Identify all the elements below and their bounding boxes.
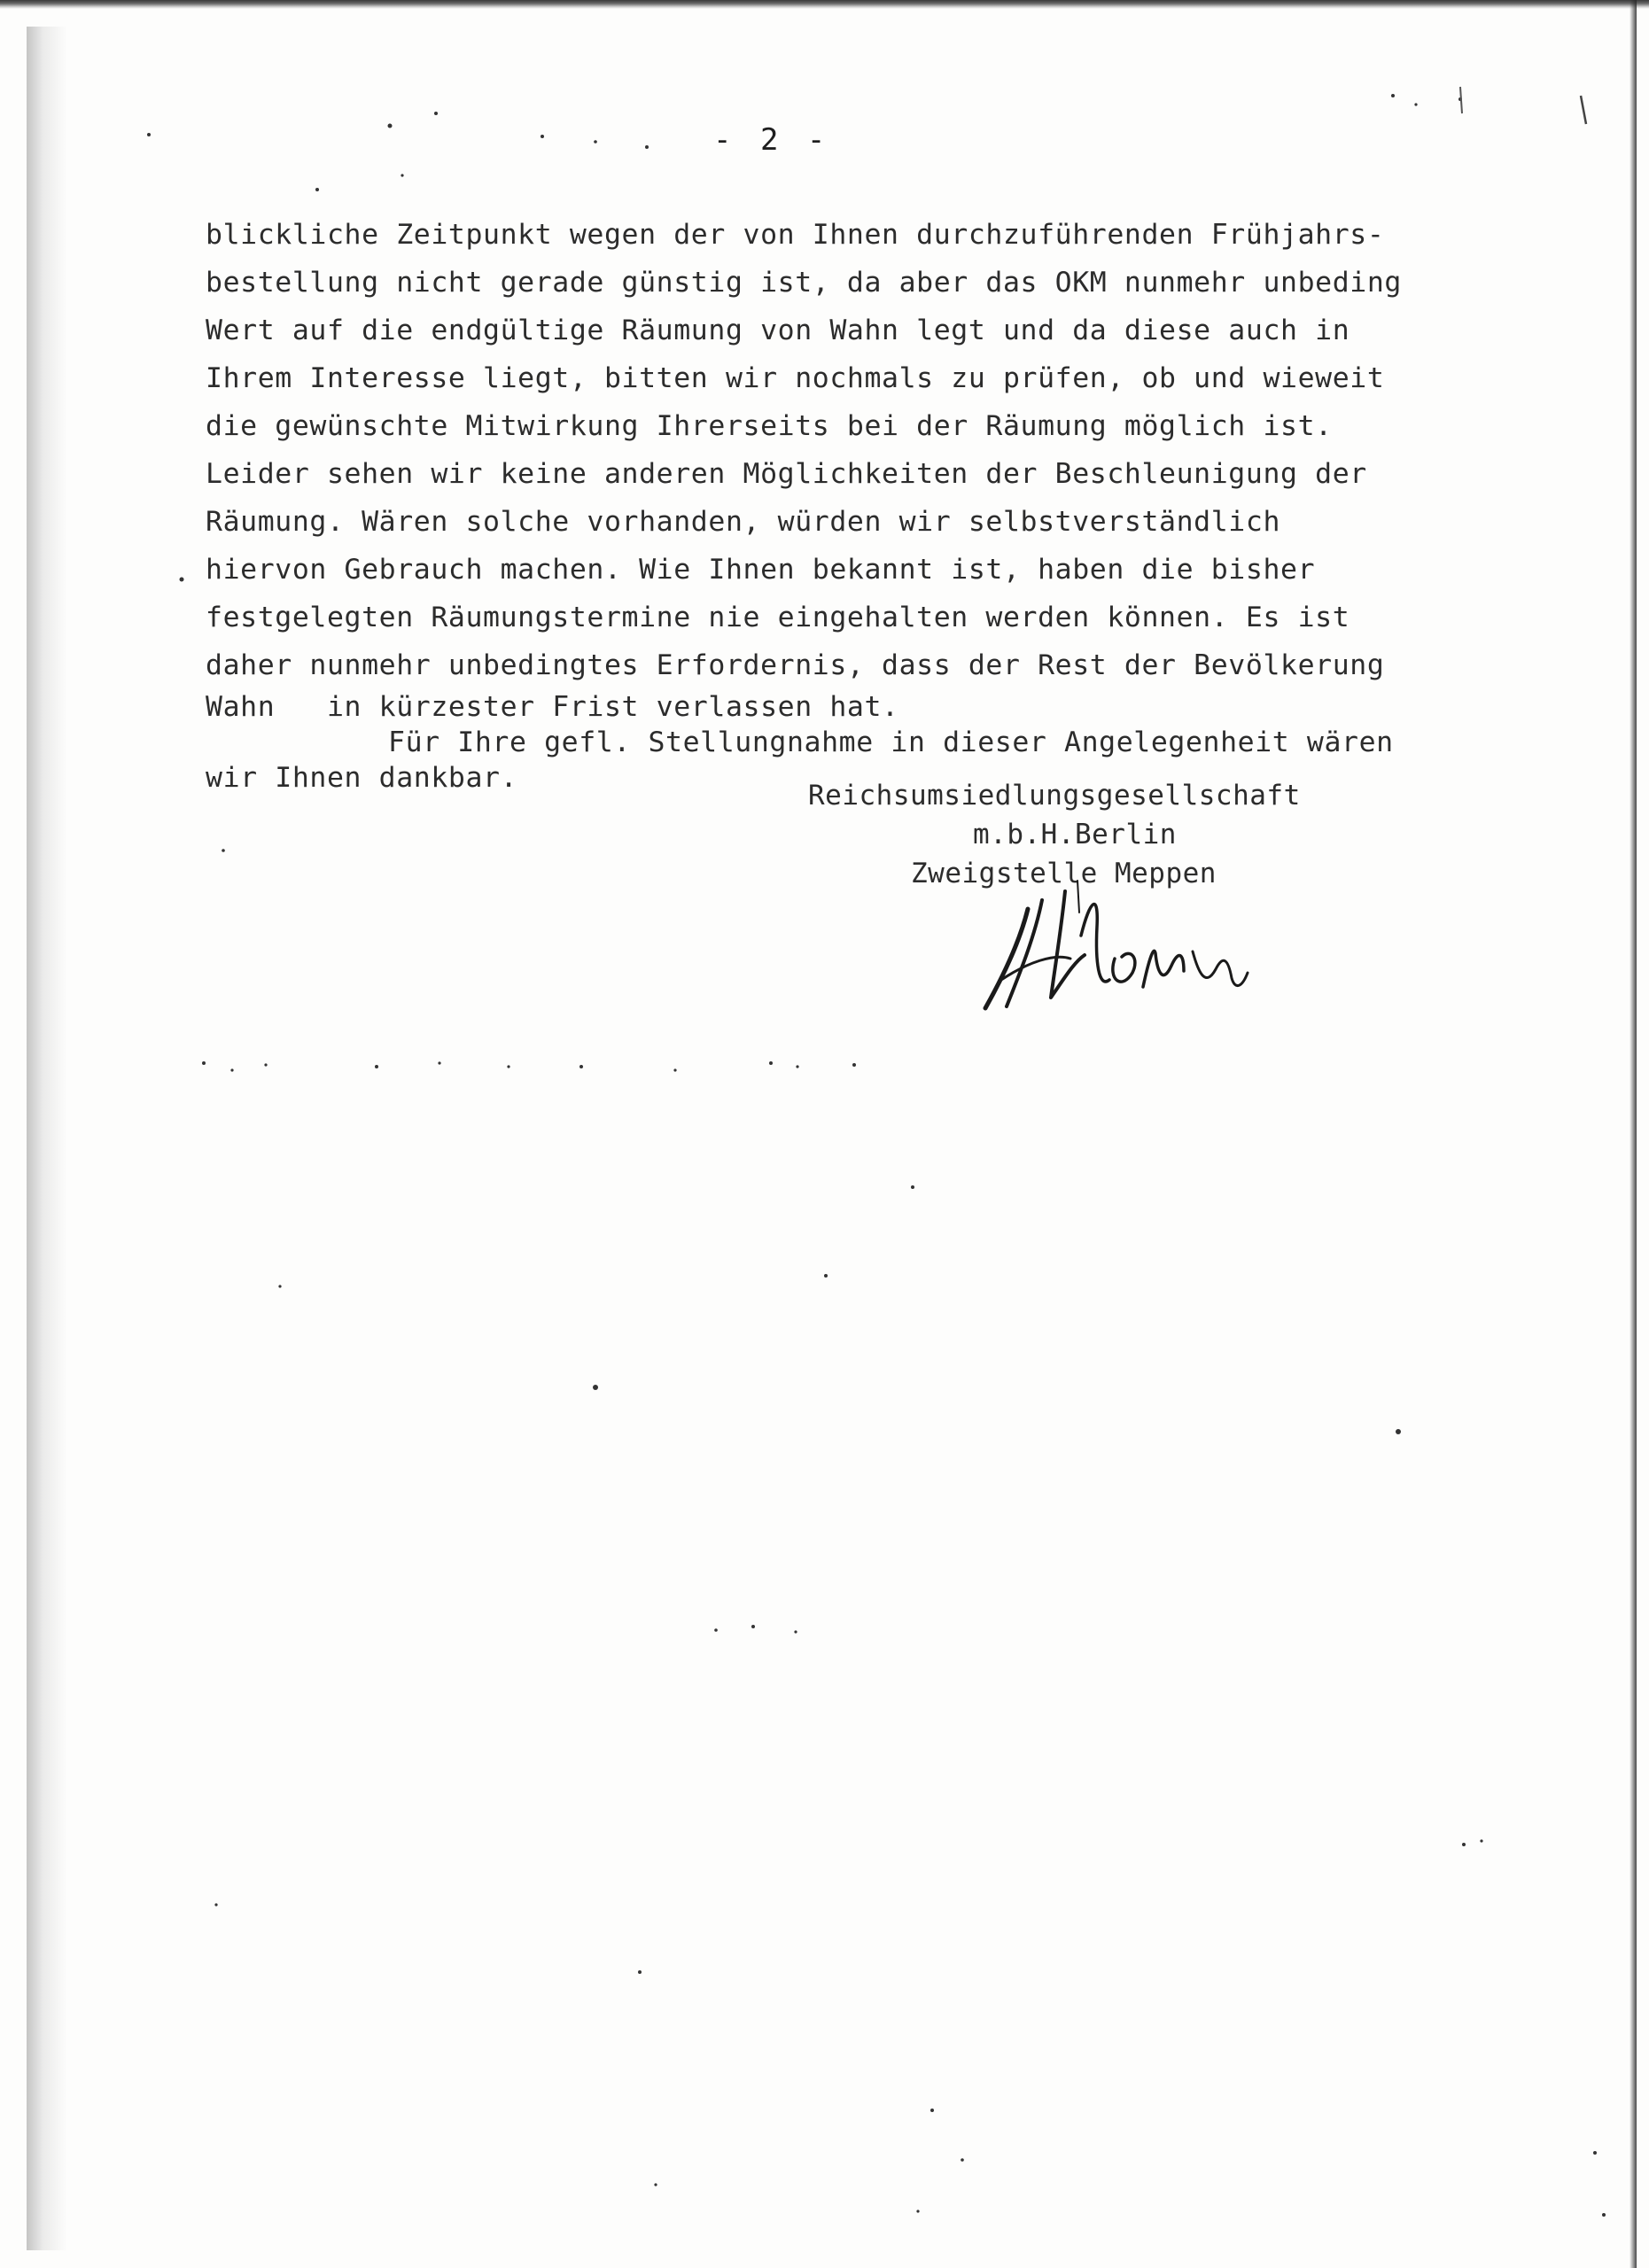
body-line: Leider sehen wir keine anderen Möglichkeiten der Beschleunigung der (206, 458, 1367, 490)
body-line: festgelegten Räumungstermine nie eingehalten werden können. Es ist (206, 602, 1350, 633)
body-line: Wert auf die endgültige Räumung von Wahn legt und da diese auch in (206, 315, 1350, 346)
body-line: die gewünschte Mitwirkung Ihrerseits bei der Räumung möglich ist. (206, 410, 1333, 442)
body-line: wir Ihnen dankbar. (206, 762, 518, 794)
body-line: daher nunmehr unbedingtes Erfordernis, dass der Rest der Bevölkerung (206, 649, 1385, 681)
organization-branch: Zweigstelle Meppen (911, 858, 1217, 889)
body-line: Räumung. Wären solche vorhanden, würden wir selbstverständlich (206, 506, 1281, 538)
body-line: Für Ihre gefl. Stellungnahme in dieser Angelegenheit wären (388, 726, 1394, 758)
page-number: - 2 - (713, 122, 831, 158)
handwritten-signature (966, 874, 1285, 1015)
body-line: Ihrem Interesse liegt, bitten wir nochmals zu prüfen, ob und wieweit (206, 362, 1385, 394)
organization-legal-form: m.b.H.Berlin (973, 819, 1177, 850)
letter-body (206, 211, 1588, 796)
body-line: blickliche Zeitpunkt wegen der von Ihnen durchzuführenden Frühjahrs- (206, 219, 1385, 251)
body-line: bestellung nicht gerade günstig ist, da aber das OKM nunmehr unbeding (206, 267, 1402, 299)
body-line: hiervon Gebrauch machen. Wie Ihnen bekannt ist, haben die bisher (206, 554, 1316, 586)
body-line: Wahn in kürzester Frist verlassen hat. (206, 691, 899, 723)
organization-name: Reichsumsiedlungsgesellschaft (808, 780, 1301, 812)
